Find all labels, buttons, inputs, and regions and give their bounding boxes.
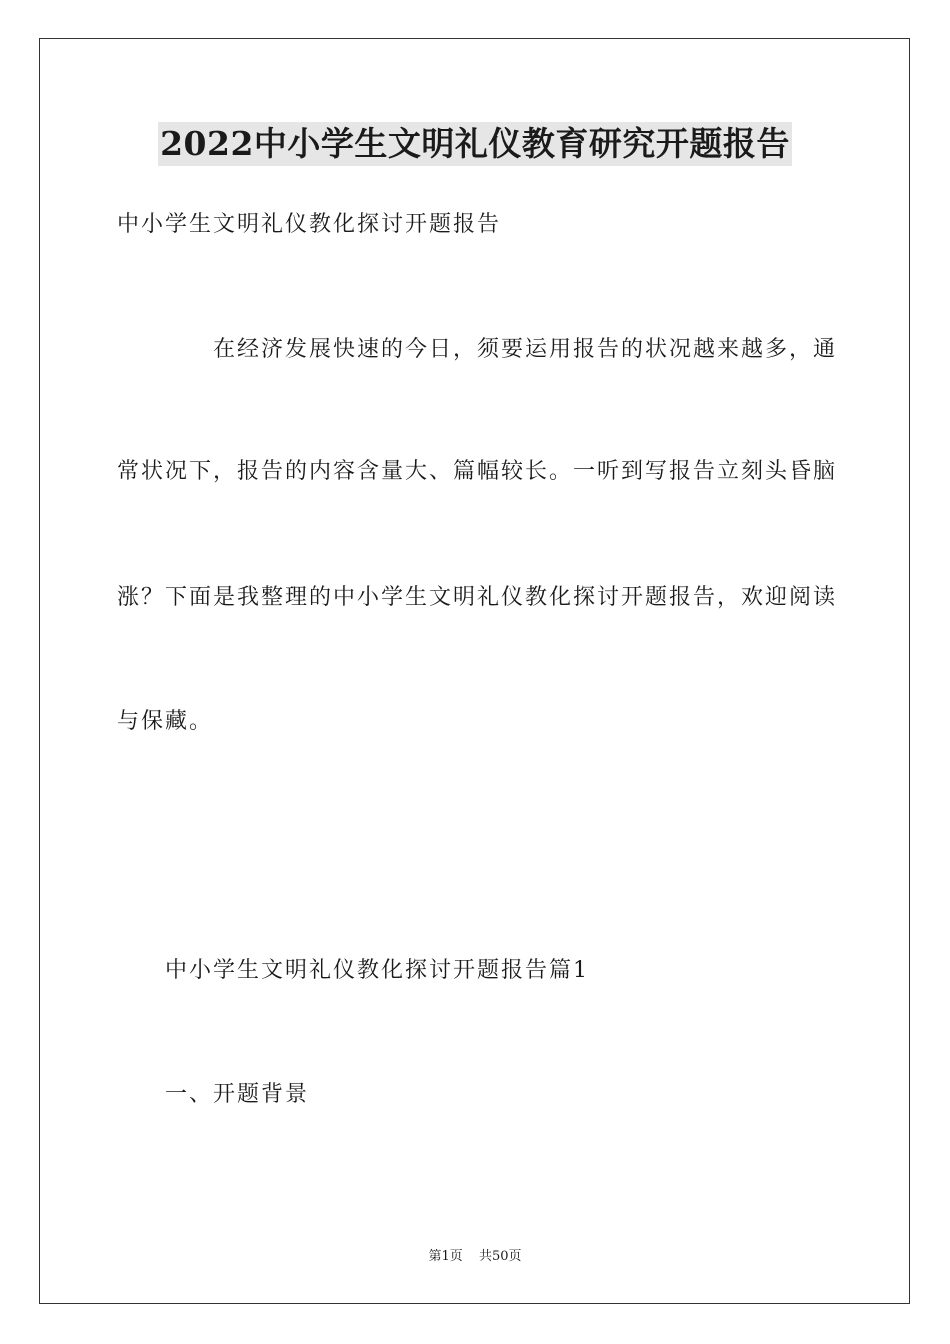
page-footer	[0, 1248, 950, 1266]
section-heading: 中小学生文明礼仪教化探讨开题报告篇1	[165, 958, 589, 983]
subsection-heading: 一、开题背景	[165, 1082, 310, 1107]
intro-line-4: 与保藏。	[117, 709, 214, 734]
document-subtitle: 中小学生文明礼仪教化探讨开题报告	[117, 212, 502, 237]
document-title	[0, 122, 950, 166]
intro-line-2: 常状况下，报告的内容含量大、篇幅较长。一听到写报告立刻头昏脑	[117, 459, 838, 484]
document-title-text: 2022中小学生文明礼仪教育研究开题报告	[158, 122, 792, 166]
intro-line-1: 在经济发展快速的今日，须要运用报告的状况越来越多，通	[213, 337, 838, 362]
page-number-current: 第1页	[428, 1249, 463, 1264]
page-number-total: 共50页	[478, 1249, 522, 1264]
intro-line-3: 涨？下面是我整理的中小学生文明礼仪教化探讨开题报告，欢迎阅读	[117, 585, 838, 610]
